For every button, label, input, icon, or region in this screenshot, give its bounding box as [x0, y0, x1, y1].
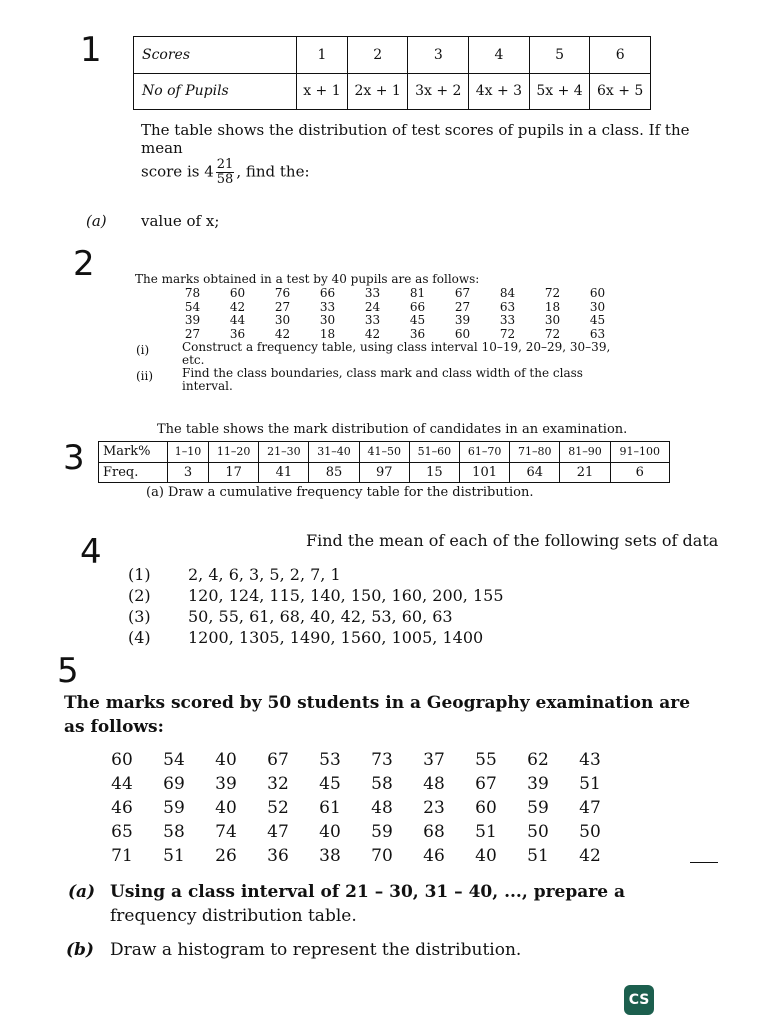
q5-marks-body	[96, 748, 616, 868]
q2-intro: The marks obtained in a test by 40 pupils are as follows:	[135, 272, 480, 286]
q3-part-a: (a) Draw a cumulative frequency table for the distribution.	[146, 485, 534, 500]
mark-cell: 37	[423, 750, 445, 770]
mark-cell: 67	[454, 286, 471, 300]
mark-cell: 48	[371, 798, 393, 818]
interval-cell: 91–100	[610, 442, 669, 463]
mark-header: Mark%	[99, 442, 168, 463]
mark-cell: 32	[267, 774, 289, 794]
q1-part-text: value of x;	[141, 212, 220, 230]
pupils-cell: 2x + 1	[347, 73, 408, 110]
q2-marks-grid	[170, 287, 620, 341]
mark-cell: 27	[184, 326, 201, 341]
mark-cell: 39	[527, 774, 549, 794]
data-set-values: 120, 124, 115, 140, 150, 160, 200, 155	[188, 586, 504, 605]
mark-cell: 39	[454, 313, 471, 327]
pupils-cell: 6x + 5	[590, 73, 651, 110]
mark-cell: 26	[215, 846, 237, 866]
frequency-cell: 85	[309, 462, 359, 483]
mark-cell: 33	[319, 299, 336, 314]
mark-cell: 48	[423, 774, 445, 794]
q2-part-ii-line2: interval.	[182, 379, 233, 393]
pupils-row	[134, 73, 651, 110]
mark-cell: 42	[274, 326, 291, 341]
frequency-cell: 64	[510, 462, 560, 483]
mark-row	[96, 796, 616, 820]
data-set-label: (4)	[128, 628, 151, 647]
q3-intro: The table shows the mark distribution of candidates in an examination.	[157, 422, 628, 437]
interval-cell: 31–40	[309, 442, 359, 463]
mark-cell: 50	[527, 822, 549, 842]
mark-cell: 53	[319, 750, 341, 770]
mark-cell: 50	[579, 822, 601, 842]
question-number-5: 5	[57, 651, 79, 691]
scores-header: Scores	[134, 37, 297, 74]
mark-cell: 76	[274, 286, 291, 300]
q5-marks-grid	[96, 748, 616, 868]
frequency-cell: 41	[259, 462, 309, 483]
mark-cell: 33	[364, 286, 381, 300]
mark-cell: 65	[111, 822, 133, 842]
pupils-cell: 3x + 2	[408, 73, 469, 110]
score-cell: 1	[297, 37, 348, 74]
frequency-cell: 97	[359, 462, 409, 483]
mark-cell: 63	[589, 326, 606, 341]
mark-cell: 42	[229, 299, 246, 314]
freq-header: Freq.	[99, 462, 168, 483]
q2-part-i-line1: Construct a frequency table, using class interval 10–19, 20–29, 30–39,	[182, 340, 611, 354]
mark-cell: 81	[409, 286, 426, 300]
frequency-cell: 15	[409, 462, 459, 483]
mark-cell: 27	[274, 299, 291, 314]
mark-cell: 42	[364, 326, 381, 341]
mark-row	[170, 328, 620, 342]
mark-cell: 43	[579, 750, 601, 770]
q5-intro-line1: The marks scored by 50 students in a Geography examination are	[64, 693, 691, 713]
q5-part-b-label: (b)	[66, 940, 94, 960]
mark-row	[96, 772, 616, 796]
mark-cell: 55	[475, 750, 497, 770]
q5-part-a-label: (a)	[68, 882, 96, 902]
mark-cell: 66	[319, 286, 336, 300]
data-set-values: 1200, 1305, 1490, 1560, 1005, 1400	[188, 628, 484, 647]
data-set-item	[128, 606, 504, 627]
mark-distribution-table	[98, 441, 670, 483]
data-set-values: 50, 55, 61, 68, 40, 42, 53, 60, 63	[188, 607, 453, 626]
data-set-label: (1)	[128, 565, 151, 584]
mark-cell: 18	[544, 299, 561, 314]
score-cell: 3	[408, 37, 469, 74]
mark-cell: 72	[544, 326, 561, 341]
score-cell: 6	[590, 37, 651, 74]
camscanner-logo-icon: CS	[624, 985, 654, 1015]
mark-cell: 71	[111, 846, 133, 866]
mark-row	[96, 844, 616, 868]
pupils-cell: x + 1	[297, 73, 348, 110]
scores-row	[134, 37, 651, 74]
data-set-values: 2, 4, 6, 3, 5, 2, 7, 1	[188, 565, 341, 584]
mark-cell: 44	[229, 313, 246, 327]
mark-cell: 51	[527, 846, 549, 866]
mark-cell: 70	[371, 846, 393, 866]
q4-data-list	[128, 564, 504, 648]
mark-row	[96, 748, 616, 772]
mark-row	[96, 820, 616, 844]
mark-cell: 78	[184, 286, 201, 300]
frequency-cell: 3	[168, 462, 209, 483]
score-cell: 4	[469, 37, 530, 74]
data-set-item	[128, 564, 504, 585]
mark-cell: 51	[475, 822, 497, 842]
mark-cell: 60	[229, 286, 246, 300]
interval-cell: 61–70	[460, 442, 510, 463]
q1-mean-line	[141, 158, 310, 187]
question-number-3: 3	[63, 438, 85, 478]
mark-cell: 39	[215, 774, 237, 794]
mark-cell: 36	[409, 326, 426, 341]
mark-cell: 38	[319, 846, 341, 866]
question-number-2: 2	[73, 244, 95, 284]
mark-cell: 45	[409, 313, 426, 327]
mark-cell: 54	[163, 750, 185, 770]
mark-cell: 72	[499, 326, 516, 341]
interval-cell: 81–90	[560, 442, 610, 463]
q5-part-a-line1: Using a class interval of 21 – 30, 31 – 40, ..., prepare a	[110, 882, 625, 902]
mark-row	[99, 442, 670, 463]
q2-part-i-text	[182, 341, 612, 367]
q2-part-i-label: (i)	[136, 343, 150, 357]
mark-cell: 67	[267, 750, 289, 770]
mark-cell: 66	[409, 299, 426, 314]
mark-cell: 27	[454, 299, 471, 314]
mark-cell: 36	[267, 846, 289, 866]
mark-cell: 84	[499, 286, 516, 300]
mark-cell: 54	[184, 299, 201, 314]
mark-cell: 60	[475, 798, 497, 818]
mark-cell: 30	[319, 313, 336, 327]
data-set-label: (3)	[128, 607, 151, 626]
mark-cell: 30	[544, 313, 561, 327]
mark-cell: 40	[215, 798, 237, 818]
pupils-cell: 4x + 3	[469, 73, 530, 110]
mark-cell: 62	[527, 750, 549, 770]
mark-cell: 58	[163, 822, 185, 842]
fraction-numerator: 21	[216, 157, 234, 172]
mark-row	[170, 287, 620, 301]
mark-cell: 30	[589, 299, 606, 314]
mark-cell: 40	[319, 822, 341, 842]
mark-cell: 51	[579, 774, 601, 794]
mark-cell: 52	[267, 798, 289, 818]
interval-cell: 11–20	[209, 442, 259, 463]
q1-statement: The table shows the distribution of test scores of pupils in a class. If the mean	[141, 121, 690, 157]
q1-part-label: (a)	[86, 212, 107, 230]
mark-cell: 69	[163, 774, 185, 794]
q5-part-a-line2: frequency distribution table.	[110, 906, 357, 926]
interval-cell: 41–50	[359, 442, 409, 463]
mark-cell: 46	[111, 798, 133, 818]
mark-cell: 60	[454, 326, 471, 341]
q2-marks-body	[170, 287, 620, 341]
freq-row	[99, 462, 670, 483]
q1-mean-prefix: score is 4	[141, 162, 214, 181]
mark-cell: 45	[319, 774, 341, 794]
mark-cell: 44	[111, 774, 133, 794]
mark-cell: 72	[544, 286, 561, 300]
mark-cell: 47	[267, 822, 289, 842]
frequency-cell: 17	[209, 462, 259, 483]
question-number-1: 1	[80, 30, 102, 70]
fraction-denominator: 58	[216, 172, 234, 187]
mark-cell: 40	[215, 750, 237, 770]
q2-part-ii-label: (ii)	[136, 369, 154, 383]
mark-cell: 33	[499, 313, 516, 327]
mark-cell: 73	[371, 750, 393, 770]
q1-mean-suffix: , find the:	[236, 162, 310, 181]
data-set-item	[128, 585, 504, 606]
frequency-cell: 101	[460, 462, 510, 483]
pupils-cell: 5x + 4	[529, 73, 590, 110]
mark-cell: 24	[364, 299, 381, 314]
mark-row	[170, 314, 620, 328]
mark-cell: 39	[184, 313, 201, 327]
interval-cell: 51–60	[409, 442, 459, 463]
q2-part-i-line2: etc.	[182, 353, 205, 367]
mark-row	[170, 301, 620, 315]
q4-intro: Find the mean of each of the following sets of data	[306, 531, 719, 550]
mark-cell: 46	[423, 846, 445, 866]
mark-cell: 30	[274, 313, 291, 327]
mark-cell: 33	[364, 313, 381, 327]
q2-part-ii-line1: Find the class boundaries, class mark and class width of the class	[182, 366, 583, 380]
mark-cell: 74	[215, 822, 237, 842]
data-set-label: (2)	[128, 586, 151, 605]
mark-cell: 42	[579, 846, 601, 866]
mark-cell: 67	[475, 774, 497, 794]
interval-cell: 21–30	[259, 442, 309, 463]
mark-cell: 68	[423, 822, 445, 842]
score-cell: 5	[529, 37, 590, 74]
mark-cell: 58	[371, 774, 393, 794]
question-number-4: 4	[80, 532, 102, 572]
q2-part-ii-text	[182, 367, 612, 393]
mark-cell: 23	[423, 798, 445, 818]
pupils-header: No of Pupils	[134, 73, 297, 110]
score-cell: 2	[347, 37, 408, 74]
data-set-item	[128, 627, 504, 648]
margin-mark	[690, 862, 718, 863]
mean-fraction	[216, 158, 235, 187]
mark-cell: 59	[163, 798, 185, 818]
interval-cell: 1–10	[168, 442, 209, 463]
mark-cell: 59	[527, 798, 549, 818]
mark-cell: 59	[371, 822, 393, 842]
frequency-cell: 6	[610, 462, 669, 483]
mark-cell: 45	[589, 313, 606, 327]
q5-part-b-text: Draw a histogram to represent the distribution.	[110, 940, 522, 960]
interval-cell: 71–80	[510, 442, 560, 463]
mark-cell: 18	[319, 326, 336, 341]
mark-cell: 40	[475, 846, 497, 866]
mark-cell: 47	[579, 798, 601, 818]
mark-cell: 60	[111, 750, 133, 770]
q5-intro-line2: as follows:	[64, 717, 164, 737]
scores-table	[133, 36, 651, 110]
mark-cell: 63	[499, 299, 516, 314]
mark-cell: 60	[589, 286, 606, 300]
mark-cell: 51	[163, 846, 185, 866]
frequency-cell: 21	[560, 462, 610, 483]
mark-cell: 61	[319, 798, 341, 818]
mark-cell: 36	[229, 326, 246, 341]
